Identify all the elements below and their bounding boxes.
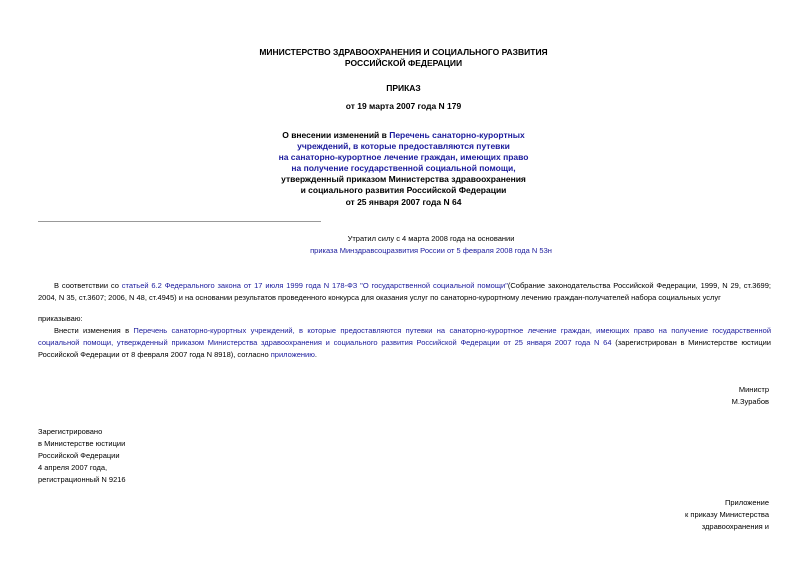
status-line: Утратил силу с 4 марта 2008 года на основании [347,234,515,243]
body-text-1: Внести изменения в [54,326,134,335]
body-text-3: . [314,350,317,359]
doc-date: от 19 марта 2007 года N 179 [345,101,462,111]
title-line-6: и социального развития Российской Федерации [300,185,507,196]
document-title [200,130,607,208]
status-link[interactable]: приказа Минздравсоцразвития России от 5 февраля 2008 года N 53н [310,246,552,255]
order-word: приказываю: [38,314,83,323]
preamble-text-1: В соответствии со [54,281,122,290]
registration-line-5: регистрационный N 9216 [38,475,126,484]
appendix-block [685,497,769,533]
registration-line-2: в Министерстве юстиции [38,439,126,448]
title-link-part-4[interactable]: на получение государственной социальной помощи, [291,163,516,174]
signature-block [732,384,769,408]
appendix-link[interactable]: приложению [270,350,315,359]
preamble-text-2: (Собрание законодательства Российской Федерации, 1999, N 29, ст.3699; 2004, N 35, ст.3607; 2006, N 48, ст.4945) и на основании результатов проведенного конкурса для оказания услуг по санаторно-курортному лечению граждан-получателей набора социальных услуг [38,281,771,302]
appendix-line-1: Приложение [725,498,769,507]
order-body-paragraph [38,325,771,361]
title-prefix: О внесении изменений в [282,130,390,140]
status-note [300,233,562,257]
appendix-line-3: здравоохранения и [701,522,769,531]
title-line-5: утвержденный приказом Министерства здравоохранения [281,174,526,185]
title-link-part-2[interactable]: учреждений, в которые предоставляются путевки [297,141,510,152]
registration-line-3: Российской Федерации [38,451,120,460]
signature-name: М.Зурабов [731,397,769,406]
signature-position: Министр [738,385,769,394]
doc-type: ПРИКАЗ [386,83,421,93]
ministry-heading [0,47,807,69]
title-link-part-3[interactable]: на санаторно-курортное лечение граждан, имеющих право [278,152,529,163]
divider-line [38,221,321,222]
registration-line-4: 4 апреля 2007 года, [38,463,108,472]
title-line-7: от 25 января 2007 года N 64 [345,196,462,207]
law-link[interactable]: статьей 6.2 Федерального закона от 17 июля 1999 года N 178-ФЗ "О государственной социальной помощи" [121,281,508,290]
ministry-line-1: МИНИСТЕРСТВО ЗДРАВООХРАНЕНИЯ И СОЦИАЛЬНОГО РАЗВИТИЯ [259,47,548,57]
preamble-paragraph [38,280,771,304]
title-link-part-1[interactable]: Перечень санаторно-курортных [389,130,525,140]
ministry-line-2: РОССИЙСКОЙ ФЕДЕРАЦИИ [344,58,463,68]
list-link[interactable]: Перечень санаторно-курортных учреждений, в которые предоставляются путевки на санаторно-курортное лечение граждан, имеющих право на получение государственной социальной помощи, утвержденный приказом Министерства здравоохранения и социального развития Российской Федерации от 25 января 2007 года N 64 [38,326,772,347]
appendix-line-2: к приказу Министерства [685,510,769,519]
registration-line-1: Зарегистрировано [38,427,103,436]
body-text-2: (зарегистрирован в Министерстве юстиции Российской Федерации от 8 февраля 2007 года N 8918), согласно [38,338,771,359]
registration-block [38,426,126,486]
